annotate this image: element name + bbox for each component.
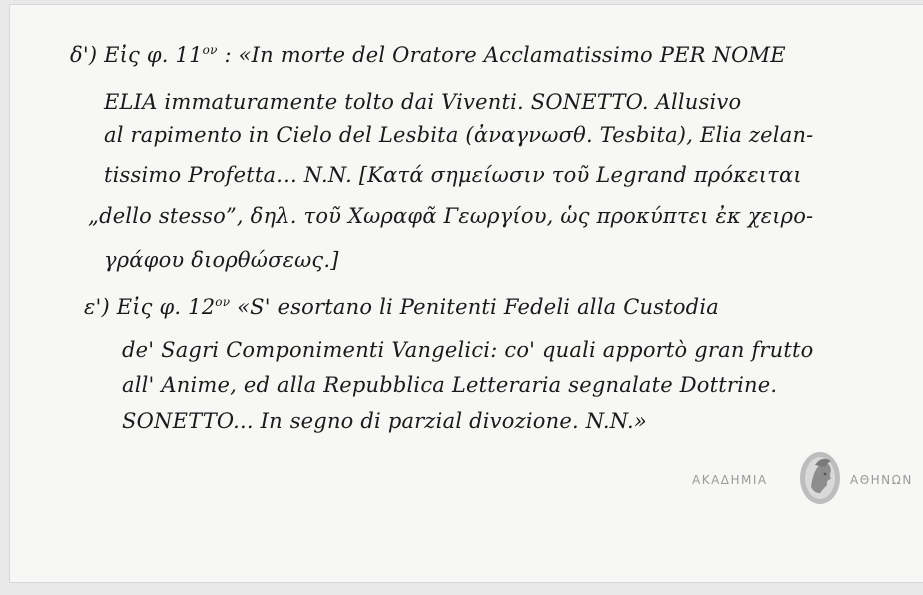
line-1-main: δ') Εἰς φ. 11: [70, 43, 203, 67]
line-7-rest: «S' esortano li Penitenti Fedeli alla Custodia: [230, 295, 719, 319]
line-9-text: all' Anime, ed alla Repubblica Letteraria segnalate Dottrine.: [122, 373, 778, 397]
line-6-text: γράφου διορθώσεως.]: [104, 248, 339, 272]
card-line-10: [122, 409, 647, 433]
watermark-left-text: ΑΚΑΔΗΜΙΑ: [692, 473, 768, 487]
card-line-4: [104, 163, 802, 187]
athena-head-seal-icon: [795, 447, 845, 509]
card-line-5: [88, 204, 813, 228]
line-2-text: ELIA immaturamente tolto dai Viventi. SONETTO. Allusivo: [104, 90, 742, 114]
card-line-3: [104, 123, 813, 147]
card-line-1: [70, 43, 786, 67]
index-card: [10, 5, 923, 582]
card-line-7: [84, 295, 719, 319]
line-1-rest: : «In morte del Oratore Acclamatissimo PER NOME: [217, 43, 786, 67]
line-8-text: de' Sagri Componimenti Vangelici: co' quali apportò gran frutto: [122, 338, 814, 362]
card-line-8: [122, 338, 814, 362]
academy-watermark: [692, 445, 923, 515]
watermark-right-text: ΑΘΗΝΩΝ: [850, 473, 913, 487]
line-7-sup: ον: [215, 295, 231, 309]
line-3-text: al rapimento in Cielo del Lesbita (ἀναγνωσθ. Tesbita), Elia zelan-: [104, 123, 814, 147]
line-7-main: ε') Εἰς φ. 12: [84, 295, 216, 319]
line-10-text: SONETTO... In segno di parzial divozione. N.N.»: [122, 409, 647, 433]
card-line-6: [104, 248, 339, 272]
line-4-text: tissimo Profetta... N.N. [Κατά σημείωσιν τοῦ Legrand πρόκειται: [104, 163, 802, 187]
line-5-text: „dello stesso”, δηλ. τοῦ Χωραφᾶ Γεωργίου, ὡς προκύπτει ἐκ χειρο-: [88, 204, 814, 228]
card-line-9: [122, 373, 777, 397]
line-1-sup: ον: [202, 43, 218, 57]
card-line-2: [104, 90, 741, 114]
